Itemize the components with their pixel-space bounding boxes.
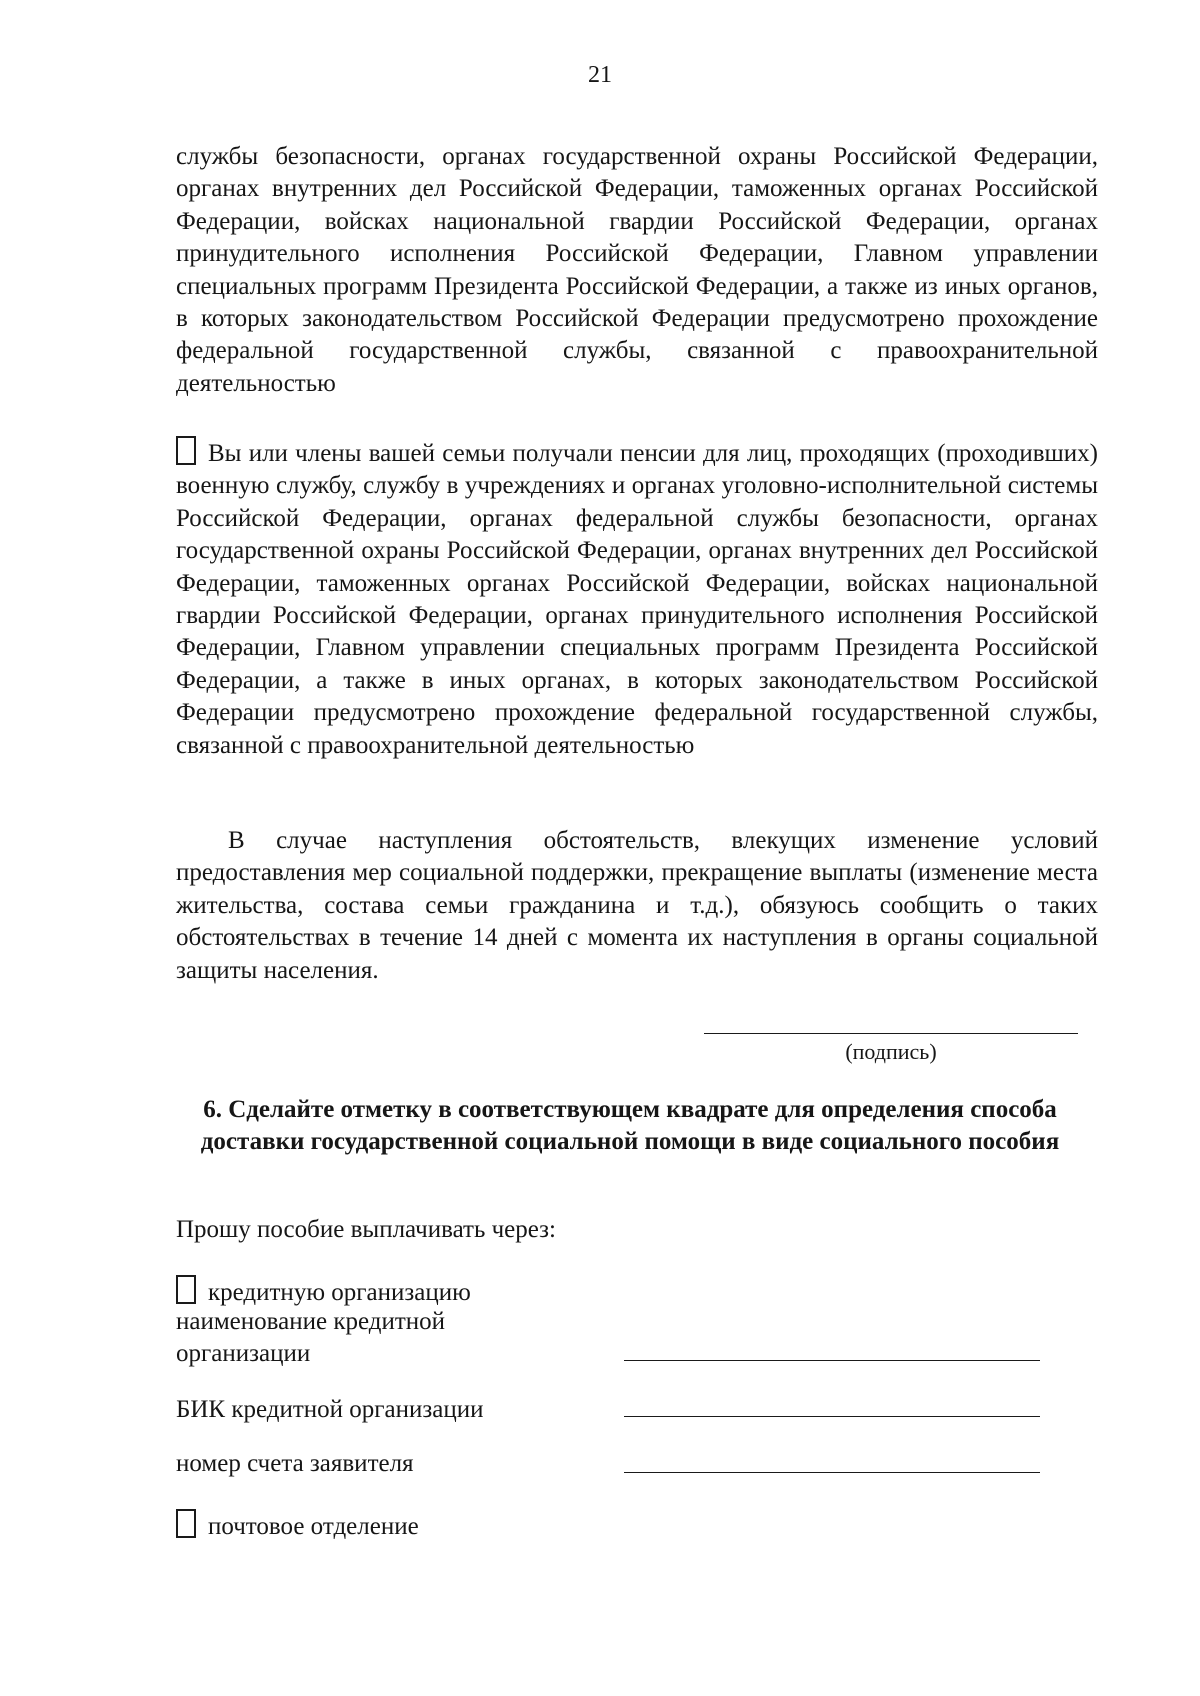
bank-name-field[interactable] xyxy=(624,1360,1040,1361)
post-office-label: почтовое отделение xyxy=(208,1513,419,1540)
payment-request-text: Прошу пособие выплачивать через: xyxy=(176,1216,556,1243)
signature-line[interactable] xyxy=(704,1033,1078,1034)
paragraph-service-organs-continued: службы безопасности, органах государственной охраны Российской Федерации, органах внутренних дел Российской Федерации, таможенных органах Российской Федерации, войсках национальной гвардии Российской Федерации, органах принудительного исполнения Российской Федерации, Главном управлении специальных программ Президента Российской Федерации, а также из иных органов, в которых законодательством Российской Федерации предусмотрено прохождение федеральной государственной службы, связанной с правоохранительной деятельностью xyxy=(176,143,1098,397)
bank-name-label-line1: наименование кредитной xyxy=(176,1308,446,1335)
paragraph-obligation: В случае наступления обстоятельств, влекущих изменение условий предоставления мер социальной поддержки, прекращение выплаты (изменение места жительства, состава семьи гражданина и т.д.), обязуюсь сообщить о таких обстоятельствах в течение 14 дней с момента их наступления в органы социальной защиты населения. xyxy=(176,827,1098,984)
signature-label: (подпись) xyxy=(845,1039,937,1064)
pension-checkbox[interactable] xyxy=(176,436,196,465)
bik-label: БИК кредитной организации xyxy=(176,1396,484,1423)
credit-organization-checkbox[interactable] xyxy=(176,1275,196,1304)
account-number-label: номер счета заявителя xyxy=(176,1450,414,1477)
account-number-field[interactable] xyxy=(624,1472,1040,1473)
pension-question-text: Вы или члены вашей семьи получали пенсии для лиц, проходящих (проходивших) военную службу, службу в учреждениях и органах уголовно-исполнительной системы Российской Федерации, органах федеральной службы безопасности, органах государственной охраны Российской Федерации, органах внутренних дел Российской Федерации, таможенных органах Российской Федерации, войсках национальной гвардии Российской Федерации, органах принудительного исполнения Российской Федерации, Главном управлении специальных программ Президента Российской Федерации, а также в иных органах, в которых законодательством Российской Федерации предусмотрено прохождение федеральной государственной службы, связанной с правоохранительной деятельностью xyxy=(176,440,1098,759)
bank-name-label-line2: организации xyxy=(176,1340,311,1367)
credit-organization-label: кредитную организацию xyxy=(208,1279,471,1306)
paragraph-pension-question xyxy=(176,436,1098,762)
bik-field[interactable] xyxy=(624,1416,1040,1417)
section-6-heading: 6. Сделайте отметку в соответствующем квадрате для определения способа доставки государственной социальной помощи в виде социального пособия xyxy=(200,1096,1060,1155)
post-office-checkbox[interactable] xyxy=(176,1509,196,1538)
page-number: 21 xyxy=(588,62,612,88)
credit-organization-option[interactable] xyxy=(176,1275,471,1309)
post-office-option[interactable] xyxy=(176,1509,419,1543)
